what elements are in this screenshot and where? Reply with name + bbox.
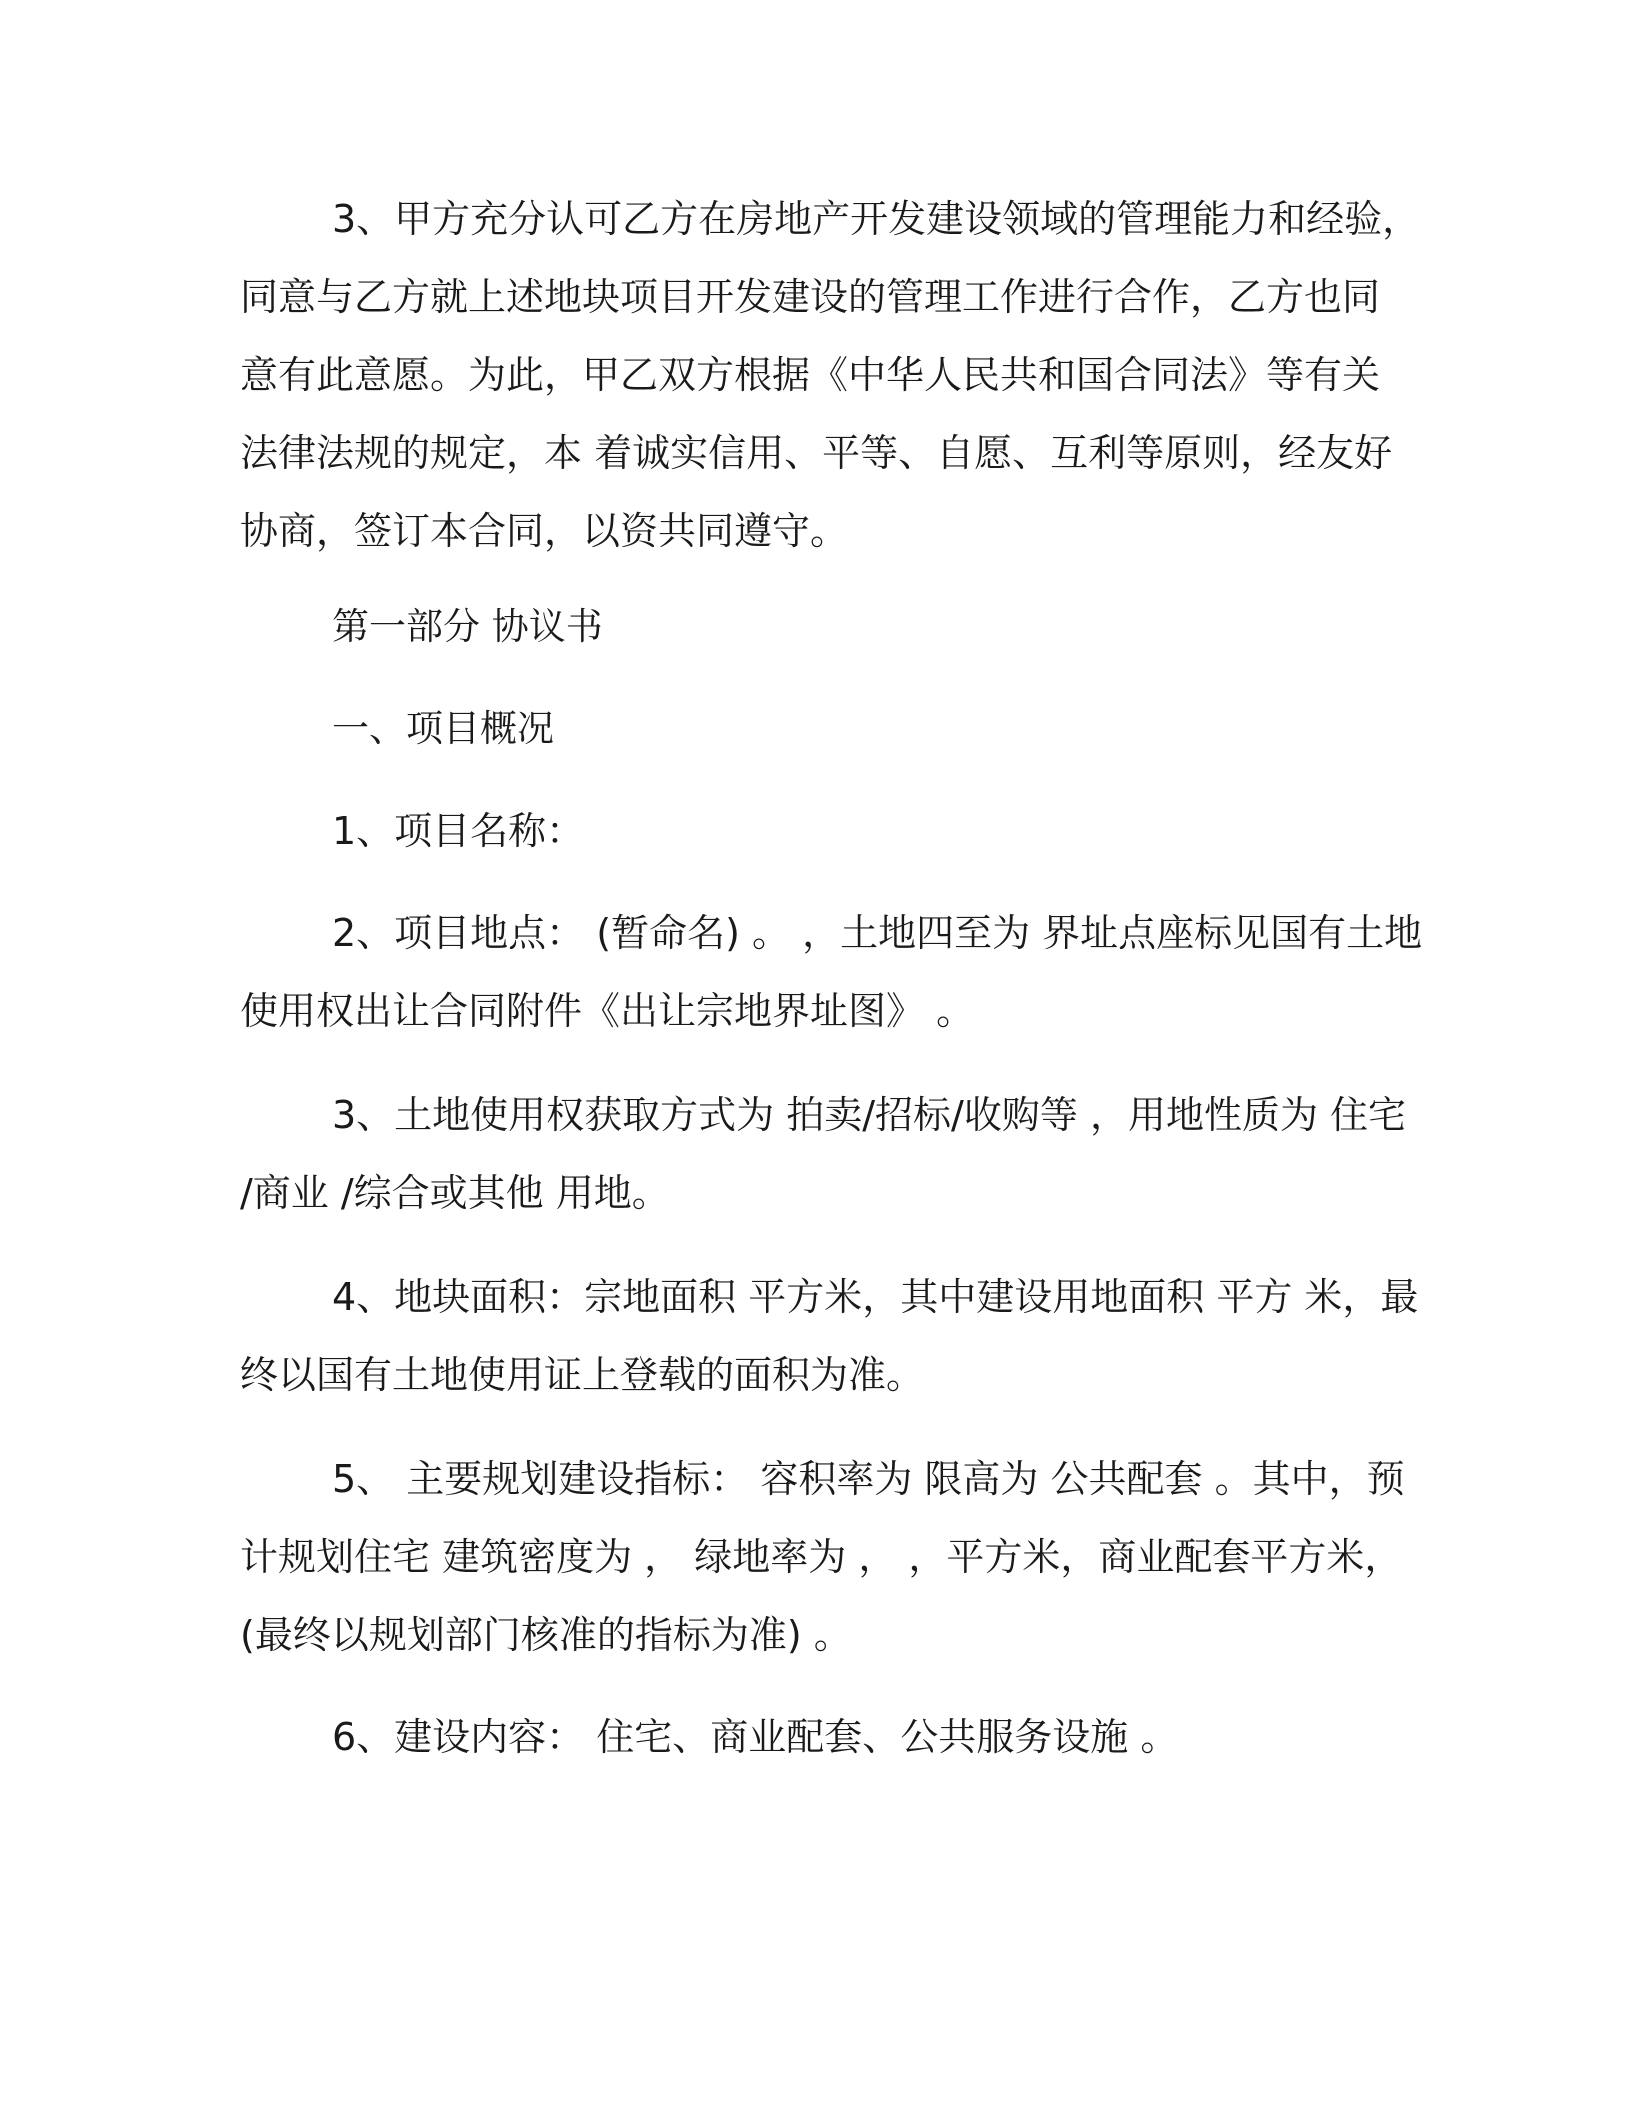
item-line: /商业 /综合或其他 用地。: [240, 1171, 670, 1215]
part-title-text: 第一部分 协议书: [332, 605, 603, 648]
item-5: [240, 1440, 1405, 1674]
item-line: 2、项目地点： (暂命名) 。 ，土地四至为 界址点座标见国有土地: [332, 911, 1423, 955]
item-line: 终以国有土地使用证上登载的面积为准。: [240, 1353, 925, 1397]
item-line: 6、建设内容： 住宅、商业配套、公共服务设施 。: [332, 1715, 1179, 1759]
item-line: (最终以规划部门核准的指标为准) 。: [240, 1613, 852, 1657]
item-line: 计规划住宅 建筑密度为 ， 绿地率为 ， ，平方米，商业配套平方米，: [240, 1535, 1403, 1579]
paragraph-line: 意有此意愿。为此，甲乙双方根据《中华人民共和国合同法》等有关: [240, 353, 1381, 397]
paragraph-line: 法律法规的规定，本 着诚实信用、平等、自愿、互利等原则，经友好: [240, 431, 1393, 475]
item-line: 使用权出让合同附件《出让宗地界址图》 。: [240, 989, 975, 1033]
item-4: [240, 1258, 1419, 1414]
item-1: [240, 792, 1390, 870]
paragraph-3: [240, 180, 1421, 570]
item-2: [240, 894, 1423, 1050]
item-line: 5、 主要规划建设指标： 容积率为 限高为 公共配套 。其中，预: [332, 1457, 1405, 1501]
paragraph-line: 同意与乙方就上述地块项目开发建设的管理工作进行合作，乙方也同: [240, 275, 1381, 319]
item-3: [240, 1076, 1407, 1232]
item-line: 3、土地使用权获取方式为 拍卖/招标/收购等 ，用地性质为 住宅: [332, 1093, 1407, 1137]
item-line: 4、地块面积：宗地面积 平方米，其中建设用地面积 平方 米，最: [332, 1275, 1419, 1319]
part-title: [240, 588, 1390, 666]
item-6: [240, 1698, 1390, 1776]
section-title-text: 一、项目概况: [332, 707, 554, 750]
paragraph-line: 3、甲方充分认可乙方在房地产开发建设领域的管理能力和经验，: [332, 197, 1421, 241]
section-title: [240, 690, 1390, 768]
paragraph-line: 协商，签订本合同，以资共同遵守。: [240, 509, 849, 553]
item-line: 1、项目名称：: [332, 809, 585, 853]
